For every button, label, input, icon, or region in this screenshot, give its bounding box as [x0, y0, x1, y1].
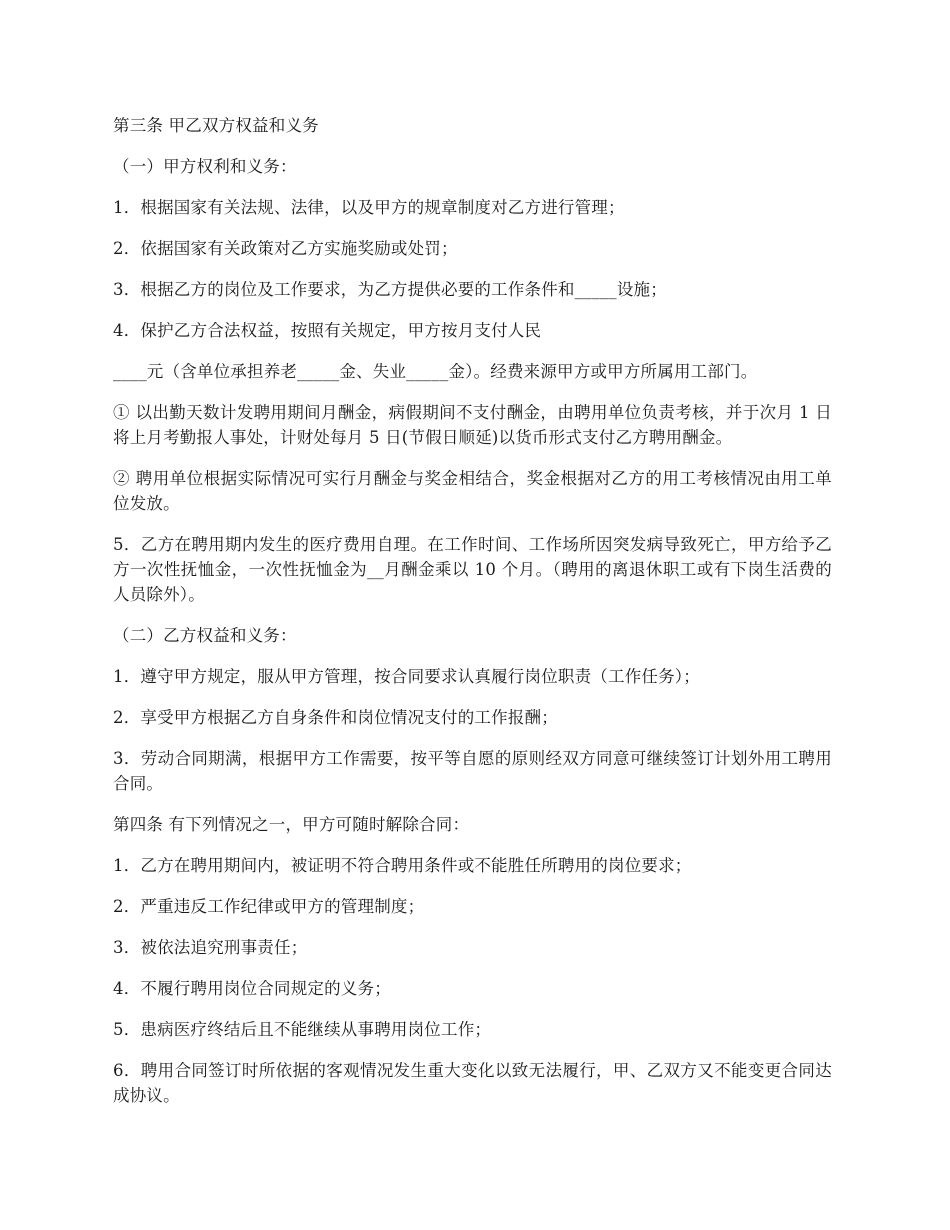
paragraph: ____元（含单位承担养老_____金、失业_____金）。经费来源甲方或甲方所属用工部门。	[113, 362, 758, 381]
paragraph: 3．根据乙方的岗位及工作要求，为乙方提供必要的工作条件和_____设施；	[113, 280, 667, 299]
section-party-a-heading: （一）甲方权利和义务：	[113, 157, 297, 176]
paragraph: 3．劳动合同期满，根据甲方工作需要，按平等自愿的原则经双方同意可继续签订计划外用工聘用合同。	[113, 749, 832, 793]
paragraph: 3．被依法追究刑事责任；	[113, 938, 308, 957]
paragraph: 5．乙方在聘用期内发生的医疗费用自理。在工作时间、工作场所因突发病导致死亡，甲方给予乙方一次性抚恤金，一次性抚恤金为__月酬金乘以 10 个月。（聘用的离退休职工或有下岗生活费的人员除外）。	[113, 535, 832, 604]
paragraph: 2．享受甲方根据乙方自身条件和岗位情况支付的工作报酬；	[113, 708, 558, 727]
paragraph: 2．严重违反工作纪律或甲方的管理制度；	[113, 897, 425, 916]
paragraph: ① 以出勤天数计发聘用期间月酬金，病假期间不支付酬金，由聘用单位负责考核，并于次月 1 日将上月考勤报人事处，计财处每月 5 日(节假日顺延)以货币形式支付乙方聘用酬金。	[113, 403, 832, 447]
paragraph: 1．遵守甲方规定，服从甲方管理，按合同要求认真履行岗位职责（工作任务）；	[113, 667, 700, 686]
paragraph: 2．依据国家有关政策对乙方实施奖励或处罚；	[113, 239, 458, 258]
section-party-b-heading: （二）乙方权益和义务：	[113, 626, 297, 645]
paragraph: 4．保护乙方合法权益，按照有关规定，甲方按月支付人民	[113, 321, 542, 340]
article-3-heading: 第三条 甲乙双方权益和义务	[113, 116, 319, 135]
paragraph: 4．不履行聘用岗位合同规定的义务；	[113, 979, 391, 998]
paragraph: 1．根据国家有关法规、法律，以及甲方的规章制度对乙方进行管理；	[113, 198, 625, 217]
paragraph: 1．乙方在聘用期间内，被证明不符合聘用条件或不能胜任所聘用的岗位要求；	[113, 856, 692, 875]
paragraph: 5．患病医疗终结后且不能继续从事聘用岗位工作；	[113, 1020, 492, 1039]
article-4-heading: 第四条 有下列情况之一，甲方可随时解除合同：	[113, 815, 470, 834]
paragraph: ② 聘用单位根据实际情况可实行月酬金与奖金相结合，奖金根据对乙方的用工考核情况由用工单位发放。	[113, 469, 832, 513]
paragraph: 6．聘用合同签订时所依据的客观情况发生重大变化以致无法履行，甲、乙双方又不能变更合同达成协议。	[113, 1061, 832, 1105]
